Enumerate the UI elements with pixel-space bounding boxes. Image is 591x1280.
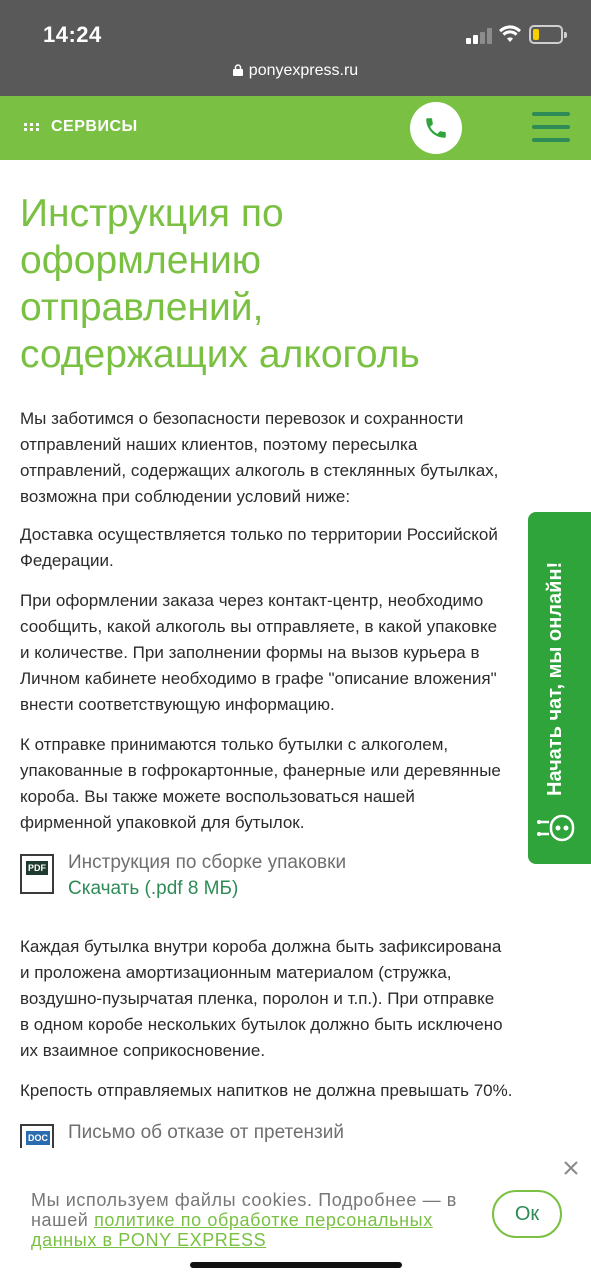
cellular-signal-icon: [466, 28, 492, 44]
chat-widget-tab[interactable]: [528, 512, 591, 864]
url-text: ponyexpress.ru: [248, 62, 359, 79]
grid-dots-icon: [24, 123, 40, 131]
site-header: [0, 96, 591, 160]
browser-top-bar: [0, 0, 591, 96]
address-bar[interactable]: [0, 62, 591, 80]
file-name: Инструкция по сборке упаковки: [68, 852, 347, 873]
status-time: 14:24: [43, 22, 102, 47]
paragraph-territory: Доставка осуществляется только по территории Российской Федерации.: [20, 525, 498, 570]
cookie-banner: [0, 1148, 591, 1280]
file-name[interactable]: Письмо об отказе от претензий: [68, 1122, 344, 1143]
services-menu-button[interactable]: [24, 118, 138, 136]
paragraph-bottles: Каждая бутылка внутри короба должна быть зафиксирована и проложена амортизационным материалом (стружка, воздушно-пузырчатая пленка, поролон и т.п.). При отправке в одном коробе нескольких бутылок должно быть исключено их взаимное соприкосновение.: [20, 937, 503, 1060]
cookie-text: Мы используем файлы cookies. Подробнее — в нашей политике по обработке персональных данных в PONY EXPRESS: [31, 1190, 457, 1250]
paragraph-packaging: К отправке принимаются только бутылки с алкоголем, упакованные в гофрокартонные, фанерные или деревянные короба. Вы также можете воспользоваться нашей фирменной упаковкой для бутылок.: [20, 735, 501, 832]
battery-icon: [529, 25, 563, 44]
call-button[interactable]: [410, 102, 462, 154]
file-claims-waiver: [20, 1120, 344, 1150]
paragraph-intro: Мы заботимся о безопасности перевозок и сохранности отправлений наших клиентов, поэтому пересылка отправлений, содержащих алкоголь в стеклянных бутылках, возможна при соблюдении условий ниже:: [20, 409, 499, 506]
lock-icon: [233, 64, 243, 76]
chat-label: Начать чат, мы онлайн!: [544, 561, 566, 796]
wifi-icon: [498, 24, 522, 44]
privacy-policy-link[interactable]: политике по обработке персональных данных в PONY EXPRESS: [31, 1210, 433, 1250]
hamburger-menu-icon[interactable]: [532, 112, 570, 142]
pdf-file-icon: PDF: [20, 854, 54, 894]
phone-icon: [423, 115, 449, 141]
page-title: Инструкция по оформлению отправлений, содержащих алкоголь: [20, 192, 420, 376]
paragraph-order: При оформлении заказа через контакт-центр, необходимо сообщить, какой алкоголь вы отправляете, в какой упаковке и количестве. При заполнении формы на вызов курьера в Личном кабинете необходимо в графе "описание вложения" внести соответствующую информацию.: [20, 591, 498, 714]
services-label: СЕРВИСЫ: [51, 118, 138, 135]
close-icon[interactable]: [563, 1160, 579, 1176]
paragraph-strength: Крепость отправляемых напитков не должна превышать 70%.: [20, 1081, 513, 1100]
cookie-ok-button[interactable]: Ок: [492, 1190, 562, 1238]
download-link[interactable]: Скачать (.pdf 8 МБ): [68, 878, 239, 899]
file-packaging-instruction: [20, 850, 346, 902]
chatbot-icon: [537, 808, 581, 848]
doc-file-icon: DOC: [20, 1124, 54, 1150]
home-indicator: [190, 1262, 402, 1268]
